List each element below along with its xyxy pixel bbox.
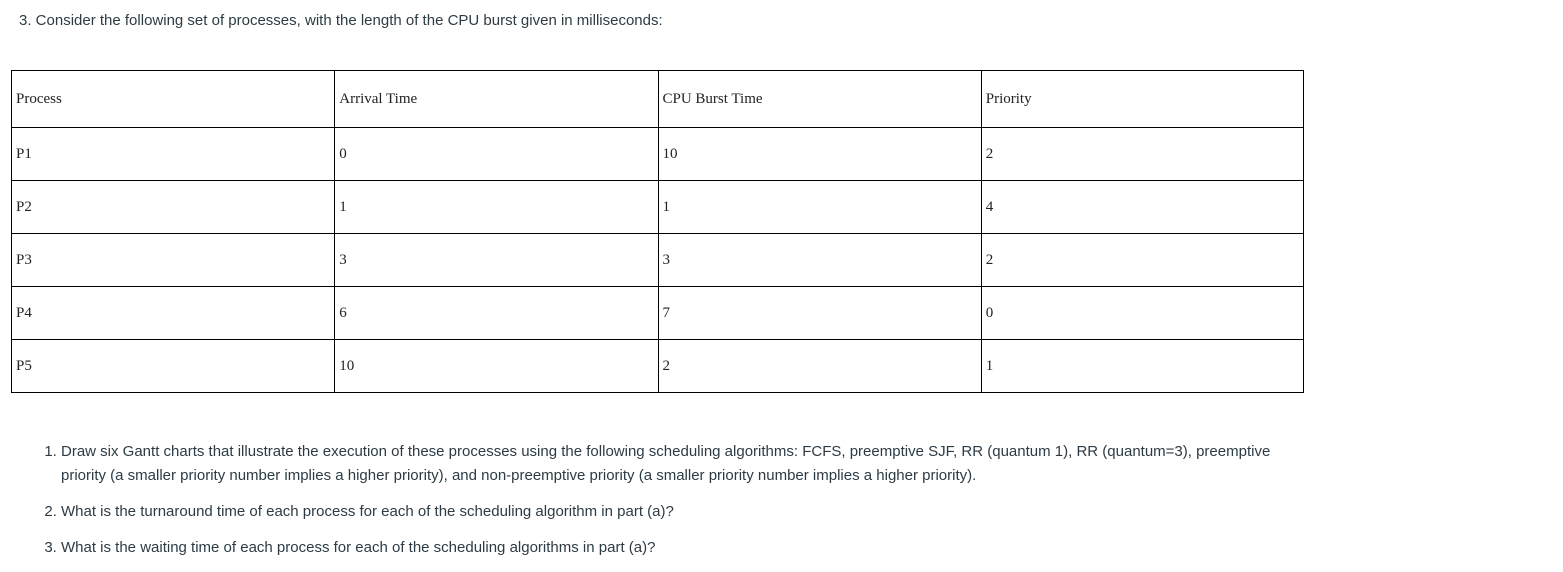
cell-process: P3 [12,234,335,287]
cell-priority: 2 [981,128,1303,181]
cell-priority: 2 [981,234,1303,287]
cell-process: P2 [12,181,335,234]
cell-cpu-burst-time: 3 [658,234,981,287]
task-item-gantt-charts: 1. Draw six Gantt charts that illustrate the execution of these processes using the following scheduling algorithms: FCFS, preemptive SJF, RR (quantum 1), RR (quantum=3), preemptive priority (a smaller priority number implies a higher priority), and non-preemptive priority (a smaller priority number implies a higher priority). [61,440,1281,488]
cell-process: P5 [12,340,335,393]
table-row [12,287,1304,340]
question-text: 3. Consider the following set of processes, with the length of the CPU burst given in milliseconds: [19,12,663,29]
cell-cpu-burst-time: 10 [658,128,981,181]
header-cell-arrival-time: Arrival Time [335,71,658,128]
table-row [12,128,1304,181]
cell-arrival-time: 1 [335,181,658,234]
cell-cpu-burst-time: 7 [658,287,981,340]
header-cell-cpu-burst-time: CPU Burst Time [658,71,981,128]
table-header-row [12,71,1304,128]
cell-process: P1 [12,128,335,181]
table-row [12,340,1304,393]
cell-priority: 4 [981,181,1303,234]
cell-arrival-time: 0 [335,128,658,181]
cell-priority: 0 [981,287,1303,340]
header-cell-process: Process [12,71,335,128]
task-list [43,440,1281,572]
cell-cpu-burst-time: 2 [658,340,981,393]
cell-cpu-burst-time: 1 [658,181,981,234]
process-table [11,70,1304,393]
task-item-turnaround-time: 2. What is the turnaround time of each process for each of the scheduling algorithm in part (a)? [61,500,1281,524]
table-row [12,181,1304,234]
table-row [12,234,1304,287]
cell-arrival-time: 6 [335,287,658,340]
header-cell-priority: Priority [981,71,1303,128]
cell-process: P4 [12,287,335,340]
task-item-waiting-time: 3. What is the waiting time of each process for each of the scheduling algorithms in part (a)? [61,536,1281,560]
cell-arrival-time: 10 [335,340,658,393]
cell-arrival-time: 3 [335,234,658,287]
cell-priority: 1 [981,340,1303,393]
